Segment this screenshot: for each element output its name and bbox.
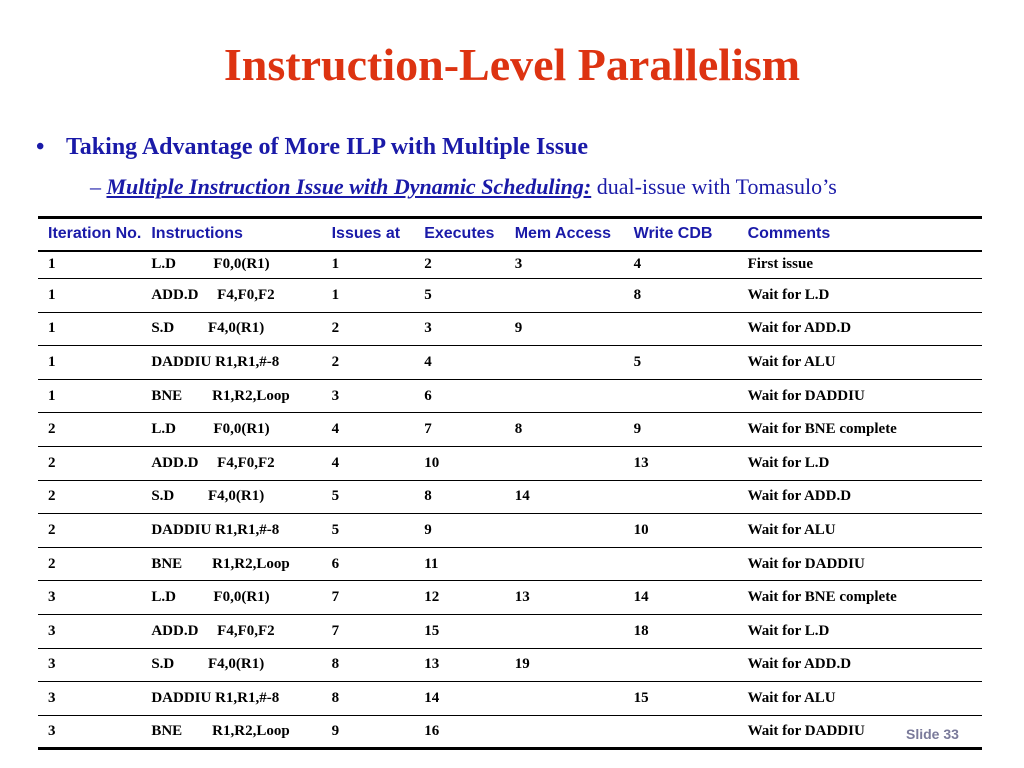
cell-issues-at: 7 <box>322 581 415 615</box>
cell-mem-access: 9 <box>505 312 624 346</box>
cell-mem-access <box>505 279 624 313</box>
cell-instruction: ADD.D F4,F0,F2 <box>141 279 321 313</box>
cell-instruction: S.D F4,0(R1) <box>141 648 321 682</box>
cell-executes: 4 <box>414 346 505 380</box>
cell-iteration: 2 <box>38 547 141 581</box>
cell-write-cdb <box>624 379 738 413</box>
cell-executes: 5 <box>414 279 505 313</box>
cell-write-cdb <box>624 547 738 581</box>
cell-iteration: 2 <box>38 480 141 514</box>
table-row <box>38 480 982 514</box>
cell-instruction: ADD.D F4,F0,F2 <box>141 446 321 480</box>
cell-mem-access: 14 <box>505 480 624 514</box>
table-row <box>38 346 982 380</box>
cell-comment: Wait for ADD.D <box>738 312 982 346</box>
header-comments: Comments <box>738 218 982 251</box>
cell-write-cdb: 18 <box>624 614 738 648</box>
cell-instruction: BNE R1,R2,Loop <box>141 379 321 413</box>
table-row <box>38 614 982 648</box>
cell-executes: 2 <box>414 251 505 279</box>
cell-issues-at: 2 <box>322 346 415 380</box>
cell-comment: Wait for DADDIU <box>738 715 982 749</box>
cell-executes: 7 <box>414 413 505 447</box>
cell-write-cdb: 9 <box>624 413 738 447</box>
cell-comment: Wait for L.D <box>738 279 982 313</box>
cell-comment: Wait for ALU <box>738 514 982 548</box>
cell-issues-at: 6 <box>322 547 415 581</box>
cell-executes: 16 <box>414 715 505 749</box>
cell-instruction: BNE R1,R2,Loop <box>141 547 321 581</box>
cell-mem-access <box>505 379 624 413</box>
cell-comment: Wait for DADDIU <box>738 379 982 413</box>
table-row <box>38 648 982 682</box>
cell-iteration: 3 <box>38 715 141 749</box>
header-issues-at: Issues at <box>322 218 415 251</box>
cell-executes: 12 <box>414 581 505 615</box>
header-executes: Executes <box>414 218 505 251</box>
cell-issues-at: 2 <box>322 312 415 346</box>
cell-mem-access <box>505 446 624 480</box>
cell-issues-at: 5 <box>322 514 415 548</box>
cell-mem-access <box>505 346 624 380</box>
header-mem-access: Mem Access <box>505 218 624 251</box>
bullet-dot-icon: • <box>36 134 45 160</box>
cell-comment: Wait for L.D <box>738 446 982 480</box>
cell-comment: Wait for L.D <box>738 614 982 648</box>
cell-issues-at: 5 <box>322 480 415 514</box>
cell-executes: 15 <box>414 614 505 648</box>
cell-issues-at: 7 <box>322 614 415 648</box>
cell-instruction: L.D F0,0(R1) <box>141 251 321 279</box>
cell-write-cdb: 4 <box>624 251 738 279</box>
cell-instruction: L.D F0,0(R1) <box>141 413 321 447</box>
cell-instruction: L.D F0,0(R1) <box>141 581 321 615</box>
cell-instruction: DADDIU R1,R1,#-8 <box>141 346 321 380</box>
cell-executes: 9 <box>414 514 505 548</box>
table-row <box>38 312 982 346</box>
cell-issues-at: 1 <box>322 251 415 279</box>
cell-iteration: 2 <box>38 413 141 447</box>
cell-issues-at: 1 <box>322 279 415 313</box>
cell-executes: 3 <box>414 312 505 346</box>
cell-issues-at: 3 <box>322 379 415 413</box>
bullet-sub <box>90 174 837 200</box>
cell-write-cdb: 14 <box>624 581 738 615</box>
cell-iteration: 1 <box>38 346 141 380</box>
cell-instruction: BNE R1,R2,Loop <box>141 715 321 749</box>
table-row <box>38 547 982 581</box>
cell-iteration: 1 <box>38 279 141 313</box>
table-row <box>38 446 982 480</box>
cell-mem-access: 8 <box>505 413 624 447</box>
cell-issues-at: 8 <box>322 648 415 682</box>
cell-executes: 6 <box>414 379 505 413</box>
cell-executes: 14 <box>414 682 505 716</box>
cell-write-cdb <box>624 480 738 514</box>
cell-iteration: 3 <box>38 648 141 682</box>
cell-mem-access: 19 <box>505 648 624 682</box>
header-instructions: Instructions <box>141 218 321 251</box>
cell-comment: Wait for ADD.D <box>738 480 982 514</box>
cell-mem-access <box>505 682 624 716</box>
bullet-sub-text: dual-issue with Tomasulo’s <box>591 174 837 199</box>
cell-comment: Wait for BNE complete <box>738 413 982 447</box>
cell-issues-at: 9 <box>322 715 415 749</box>
cell-write-cdb <box>624 648 738 682</box>
cell-write-cdb: 13 <box>624 446 738 480</box>
cell-comment: Wait for DADDIU <box>738 547 982 581</box>
cell-iteration: 1 <box>38 312 141 346</box>
cell-write-cdb: 5 <box>624 346 738 380</box>
cell-comment: First issue <box>738 251 982 279</box>
header-iteration: Iteration No. <box>38 218 141 251</box>
table-row <box>38 413 982 447</box>
cell-comment: Wait for ADD.D <box>738 648 982 682</box>
table-row <box>38 514 982 548</box>
bullet-sub-emphasis: Multiple Instruction Issue with Dynamic Scheduling: <box>106 174 592 199</box>
cell-executes: 13 <box>414 648 505 682</box>
cell-iteration: 3 <box>38 581 141 615</box>
cell-mem-access <box>505 614 624 648</box>
table-header-row <box>38 218 982 251</box>
cell-iteration: 2 <box>38 446 141 480</box>
cell-mem-access: 13 <box>505 581 624 615</box>
cell-iteration: 3 <box>38 682 141 716</box>
table-row <box>38 715 982 749</box>
cell-comment: Wait for BNE complete <box>738 581 982 615</box>
cell-write-cdb <box>624 312 738 346</box>
slide-title: Instruction-Level Parallelism <box>223 39 801 90</box>
cell-instruction: ADD.D F4,F0,F2 <box>141 614 321 648</box>
schedule-table <box>38 216 982 750</box>
table-row <box>38 581 982 615</box>
table-row <box>38 251 982 279</box>
cell-write-cdb: 15 <box>624 682 738 716</box>
cell-instruction: DADDIU R1,R1,#-8 <box>141 514 321 548</box>
cell-issues-at: 8 <box>322 682 415 716</box>
cell-iteration: 2 <box>38 514 141 548</box>
cell-executes: 8 <box>414 480 505 514</box>
cell-mem-access <box>505 715 624 749</box>
cell-instruction: S.D F4,0(R1) <box>141 480 321 514</box>
header-write-cdb: Write CDB <box>624 218 738 251</box>
cell-mem-access <box>505 514 624 548</box>
cell-executes: 10 <box>414 446 505 480</box>
table-row <box>38 279 982 313</box>
cell-iteration: 1 <box>38 379 141 413</box>
cell-issues-at: 4 <box>322 446 415 480</box>
cell-executes: 11 <box>414 547 505 581</box>
cell-issues-at: 4 <box>322 413 415 447</box>
cell-iteration: 3 <box>38 614 141 648</box>
cell-iteration: 1 <box>38 251 141 279</box>
table-row <box>38 379 982 413</box>
cell-instruction: DADDIU R1,R1,#-8 <box>141 682 321 716</box>
cell-mem-access <box>505 547 624 581</box>
cell-write-cdb: 10 <box>624 514 738 548</box>
cell-mem-access: 3 <box>505 251 624 279</box>
cell-comment: Wait for ALU <box>738 682 982 716</box>
dash-icon: – <box>90 174 101 199</box>
bullet-main <box>36 134 588 161</box>
cell-write-cdb <box>624 715 738 749</box>
cell-instruction: S.D F4,0(R1) <box>141 312 321 346</box>
table-row <box>38 682 982 716</box>
slide-number: Slide 33 <box>906 726 959 742</box>
cell-comment: Wait for ALU <box>738 346 982 380</box>
bullet-main-text: Taking Advantage of More ILP with Multiple Issue <box>66 134 589 160</box>
cell-write-cdb: 8 <box>624 279 738 313</box>
